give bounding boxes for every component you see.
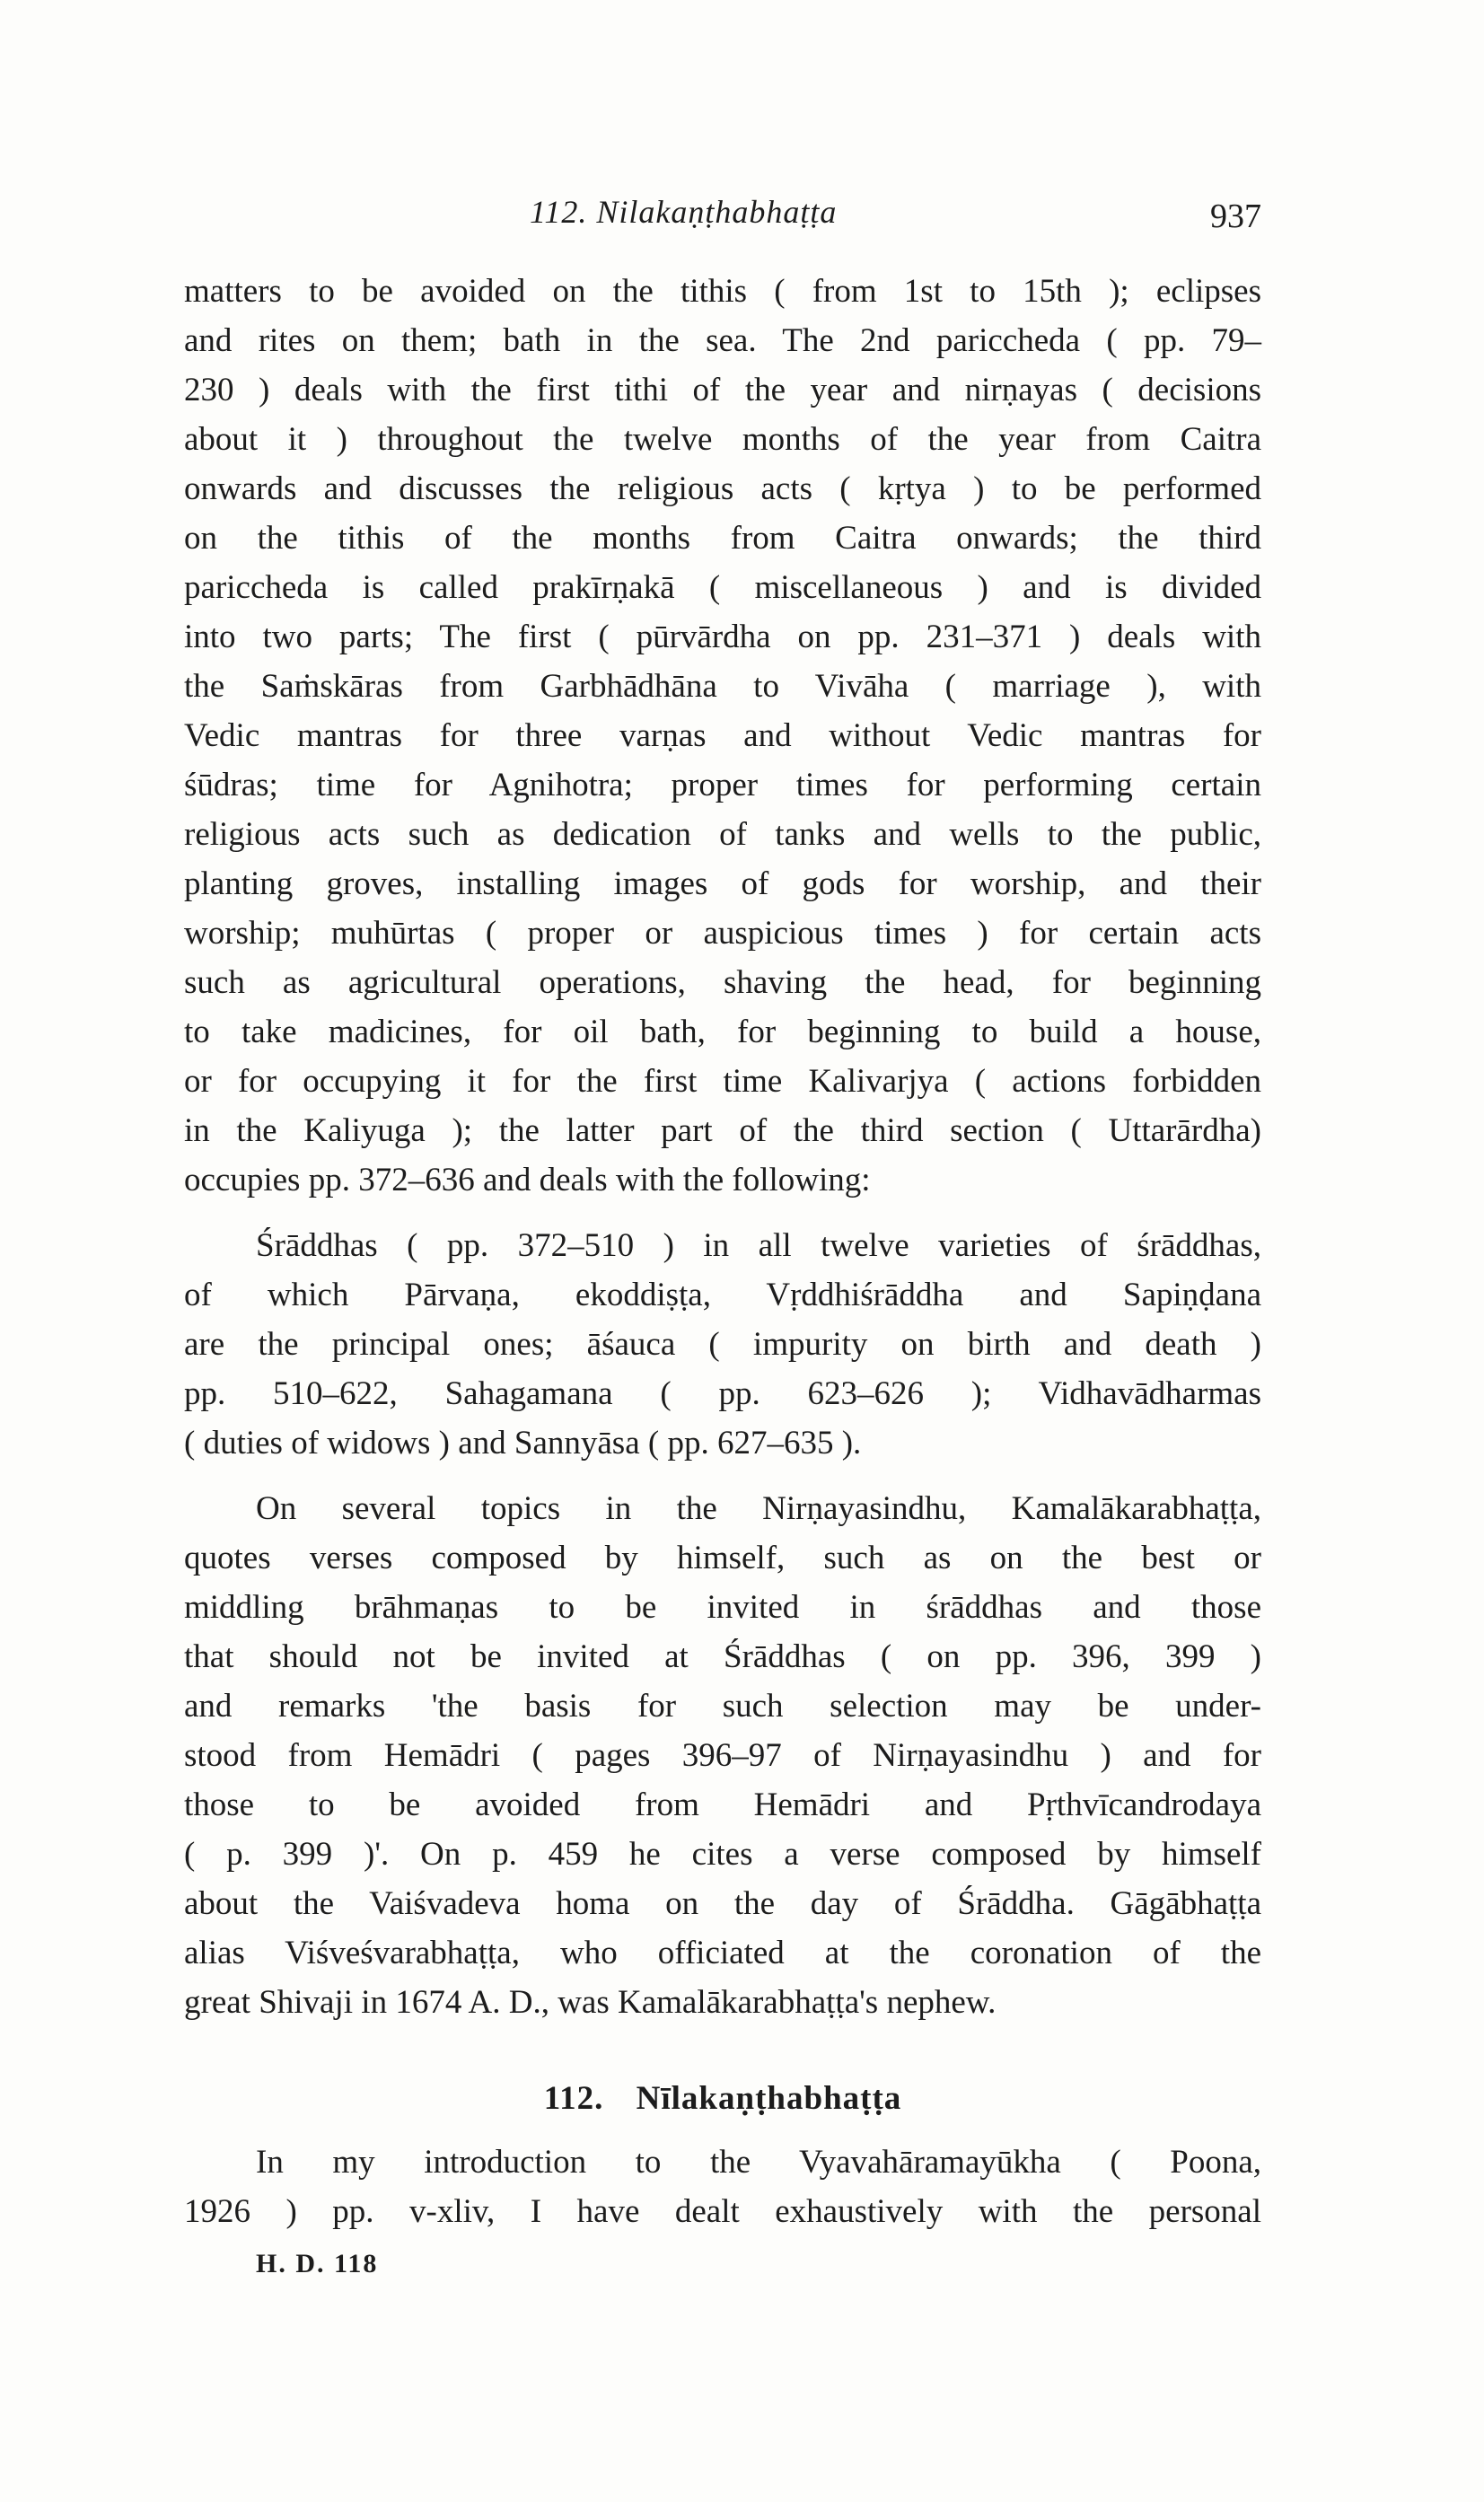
text-line: śūdras; time for Agnihotra; proper times for performing certain — [184, 767, 1261, 803]
text-line: middling brāhmaṇas to be invited in śrāddhas and those — [184, 1589, 1261, 1626]
text-line: In my introduction to the Vyavahāramayūkha ( Poona, — [256, 2144, 1261, 2181]
text-line: alias Viśveśvarabhaṭṭa, who officiated at the coronation of the — [184, 1935, 1261, 1971]
text-line: occupies pp. 372–636 and deals with the following: — [184, 1162, 871, 1198]
text-line: pp. 510–622, Sahagamana ( pp. 623–626 ); Vidhavādharmas — [184, 1375, 1261, 1412]
text-line: about it ) throughout the twelve months of the year from Caitra — [184, 421, 1261, 458]
text-line: that should not be invited at Śrāddhas ( on pp. 396, 399 ) — [184, 1638, 1261, 1675]
text-line: planting groves, installing images of gods for worship, and their — [184, 865, 1261, 902]
text-line: On several topics in the Nirṇayasindhu, Kamalākarabhaṭṭa, — [256, 1490, 1261, 1527]
text-line: 230 ) deals with the first tithi of the year and nirṇayas ( decisions — [184, 372, 1261, 408]
paragraph-3 — [184, 1484, 1261, 2027]
text-line: the Saṁskāras from Garbhādhāna to Vivāha ( marriage ), with — [184, 668, 1261, 705]
text-line: quotes verses composed by himself, such as on the best or — [184, 1540, 1261, 1576]
text-line: 1926 ) pp. v-xliv, I have dealt exhaustively with the personal — [184, 2193, 1261, 2230]
text-line: are the principal ones; āśauca ( impurity on birth and death ) — [184, 1326, 1261, 1363]
text-line: those to be avoided from Hemādri and Pṛthvīcandrodaya — [184, 1787, 1261, 1823]
section-number: 112. — [543, 2080, 604, 2117]
text-line: great Shivaji in 1674 A. D., was Kamalākarabhaṭṭa's nephew. — [184, 1984, 997, 2021]
text-line: ( p. 399 )'. On p. 459 he cites a verse composed by himself — [184, 1836, 1261, 1873]
page-number: 937 — [1210, 198, 1261, 235]
text-line: or for occupying it for the first time Kalivarjya ( actions forbidden — [184, 1063, 1261, 1100]
text-line: such as agricultural operations, shaving the head, for beginning — [184, 964, 1261, 1001]
text-line: on the tithis of the months from Caitra onwards; the third — [184, 520, 1261, 557]
text-line: onwards and discusses the religious acts ( kṛtya ) to be performed — [184, 470, 1261, 507]
text-line: pariccheda is called prakīrṇakā ( miscellaneous ) and is divided — [184, 569, 1261, 606]
text-line: worship; muhūrtas ( proper or auspicious times ) for certain acts — [184, 915, 1261, 952]
text-line: and rites on them; bath in the sea. The 2nd pariccheda ( pp. 79– — [184, 322, 1261, 359]
page-header — [184, 193, 1261, 256]
running-head: 112. Nilakaṇṭhabhaṭṭa — [530, 194, 838, 230]
text-line: and remarks 'the basis for such selection may be under- — [184, 1688, 1261, 1725]
text-line: to take madicines, for oil bath, for beginning to build a house, — [184, 1014, 1261, 1050]
text-line: about the Vaiśvadeva homa on the day of Śrāddha. Gāgābhaṭṭa — [184, 1885, 1261, 1922]
signature-mark: H. D. 118 — [256, 2249, 379, 2278]
text-line: stood from Hemādri ( pages 396–97 of Nirṇayasindhu ) and for — [184, 1737, 1261, 1774]
text-line: religious acts such as dedication of tanks and wells to the public, — [184, 816, 1261, 853]
text-line: ( duties of widows ) and Sannyāsa ( pp. 627–635 ). — [184, 1425, 862, 1462]
text-line: Śrāddhas ( pp. 372–510 ) in all twelve varieties of śrāddhas, — [256, 1227, 1261, 1264]
page — [184, 193, 1261, 2279]
section-title: Nīlakaṇṭhabhaṭṭa — [636, 2080, 902, 2117]
section-heading — [184, 2079, 1261, 2118]
text-line: in the Kaliyuga ); the latter part of the third section ( Uttarārdha) — [184, 1112, 1261, 1149]
paragraph-2 — [184, 1221, 1261, 1468]
closing-paragraph — [184, 2138, 1261, 2236]
text-line: into two parts; The first ( pūrvārdha on pp. 231–371 ) deals with — [184, 619, 1261, 655]
text-line: of which Pārvaṇa, ekoddiṣṭa, Vṛddhiśrāddha and Sapiṇḍana — [184, 1277, 1261, 1313]
text-line: matters to be avoided on the tithis ( from 1st to 15th ); eclipses — [184, 273, 1261, 310]
paragraph-1 — [184, 267, 1261, 1205]
text-line: Vedic mantras for three varṇas and without Vedic mantras for — [184, 717, 1261, 754]
